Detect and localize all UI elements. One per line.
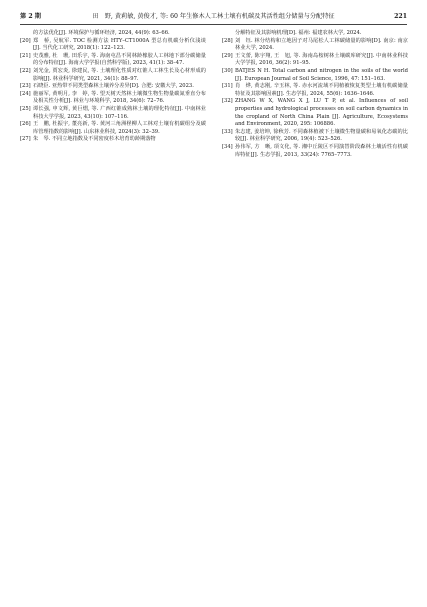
reference-entry bbox=[222, 98, 408, 128]
reference-number: [34] bbox=[222, 143, 233, 150]
reference-text: 王 鹏, 杜振宇, 董亮新, 等. 黄河三角洲柽柳人工林对土壤有机碳组分及碳库管理指数的影响[J]. 山东林业科技, 2024(3): 32–39. bbox=[33, 121, 206, 135]
reference-entry bbox=[20, 68, 206, 83]
reference-entry bbox=[20, 30, 206, 38]
reference-text: 分解特征及其影响机理[D]. 福州: 福建农林大学, 2024. bbox=[235, 30, 362, 36]
reference-entry bbox=[222, 30, 408, 38]
reference-entry bbox=[20, 106, 206, 121]
reference-text: 朱 琴. 不同立地指数及不同密度杉木培育幼龄期落物 bbox=[33, 136, 156, 143]
reference-column-left bbox=[20, 30, 206, 144]
reference-text: 肖 烨, 黄志刚, 辛玉林, 等. 赤水河流域不同植被恢复类型土壤有机碳储量特征及其影响因素[J]. 生态学报, 2024, 55(6): 1636–1646. bbox=[235, 83, 408, 97]
reference-number: [25] bbox=[20, 105, 31, 112]
reference-entry bbox=[20, 121, 206, 136]
reference-entry bbox=[222, 53, 408, 68]
running-header bbox=[20, 10, 407, 25]
reference-entry bbox=[222, 83, 408, 98]
issue-label: 第 2 期 bbox=[20, 13, 41, 20]
reference-number: [28] bbox=[222, 37, 233, 44]
reference-entry bbox=[20, 38, 206, 53]
reference-number: [31] bbox=[222, 83, 233, 90]
reference-entry bbox=[222, 144, 408, 159]
reference-number: [20] bbox=[20, 37, 31, 44]
reference-entry bbox=[20, 91, 206, 106]
reference-text: BATJES N H. Total carbon and nitrogen in the soils of the world [J]. European Journal of Soil Science, 1996, 47: 151–163. bbox=[235, 67, 408, 82]
reference-number: [32] bbox=[222, 98, 233, 105]
reference-text: 孙伟军, 方 晰, 项文化, 等. 湘中丘陵区不同演替阶段森林土壤活性有机碳库特征[J]. 生态学报, 2013, 33(24): 7765–7773. bbox=[235, 143, 408, 158]
reference-text: 谭长强, 申文辉, 黄巨熠, 等. 广西红锥成熟林土壤的理化特征[J]. 中南林业科技大学学报, 2023, 43(10): 107–116. bbox=[33, 105, 206, 120]
reference-text: 刘光金, 贾宏炎, 徐建民, 等. 土壤理化性质对红锥人工林生长及心材形成的影响[J]. 林业科学研究, 2021, 34(1): 88–97. bbox=[33, 67, 206, 82]
reference-text: 的方法优化[J]. 环境保护与循环经济, 2024, 44(9): 63–66. bbox=[33, 30, 170, 36]
reference-text: 刘 钰. 林分结构和立地因子对马尾松人工林碳储量的影响[D]. 南京: 南京林业大学, 2024. bbox=[235, 37, 408, 52]
reference-entry bbox=[222, 68, 408, 83]
reference-entry bbox=[222, 129, 408, 144]
reference-text: 郑 桥, 吴航军. TOC 检测方法 HTY–CT1000A 型总有机碳分析仪浅谈[J]. 当代化工研究, 2018(1): 122–123. bbox=[33, 37, 206, 52]
page-number: 221 bbox=[394, 13, 407, 20]
reference-number: [21] bbox=[20, 52, 31, 59]
reference-column-right bbox=[222, 30, 408, 159]
reference-text: 施丽军, 黄明月, 李 婷, 等. 望天树天然林土壤微生物生物量碳氮垂直分布及相关性分析[J]. 林业与环境科学, 2018, 34(6): 72–76. bbox=[33, 90, 206, 105]
reference-entry bbox=[20, 83, 206, 91]
running-title: 田 野, 黄莉敏, 黄俊才, 等: 60 年生修木人工林土壤有机碳及其活性组分储量与分配特征 bbox=[92, 13, 335, 20]
reference-number: [22] bbox=[20, 67, 31, 74]
reference-text: 史茂雅, 杜 珊, 田乐宇, 等. 海南屯昌不同林龄橡胶人工林地下部分碳储量的分布特征[J]. 海南大学学报(自然科学版), 2023, 41(1): 38–47. bbox=[33, 52, 206, 67]
reference-text: ZHANG W X, WANG X J, LU T P, et al. Influences of soil properties and hydrological processes on soil carbon dynamics in the cropland of North China Plain [J]. Agriculture, Ecosystems and Environment, 2020, 295: 106886. bbox=[235, 98, 408, 128]
reference-number: [24] bbox=[20, 90, 31, 97]
reference-number: [33] bbox=[222, 128, 233, 135]
reference-entry bbox=[20, 136, 206, 144]
reference-number: [26] bbox=[20, 121, 31, 128]
reference-text: 石晓臣. 亚热带不同类型森林土壤养分差异[D]. 合肥: 安徽大学, 2023. bbox=[33, 83, 194, 90]
reference-number: [30] bbox=[222, 67, 233, 74]
reference-number: [27] bbox=[20, 136, 31, 143]
reference-entry bbox=[222, 38, 408, 53]
reference-number: [23] bbox=[20, 83, 31, 90]
reference-text: 朱志建, 姜培坤, 徐秋芳. 不同森林植被下土壤微生物量碳和易氧化态碳的比较[J]. 林业科学研究, 2006, 19(4): 523–526. bbox=[235, 128, 408, 143]
reference-entry bbox=[20, 53, 206, 68]
reference-number: [29] bbox=[222, 52, 233, 59]
reference-text: 王文蕾, 陈宇翔, 王 旭, 等. 海南岛桉树林土壤碳库研究[J]. 中南林业科技大学学报, 2016, 36(2): 91–95. bbox=[235, 52, 408, 67]
